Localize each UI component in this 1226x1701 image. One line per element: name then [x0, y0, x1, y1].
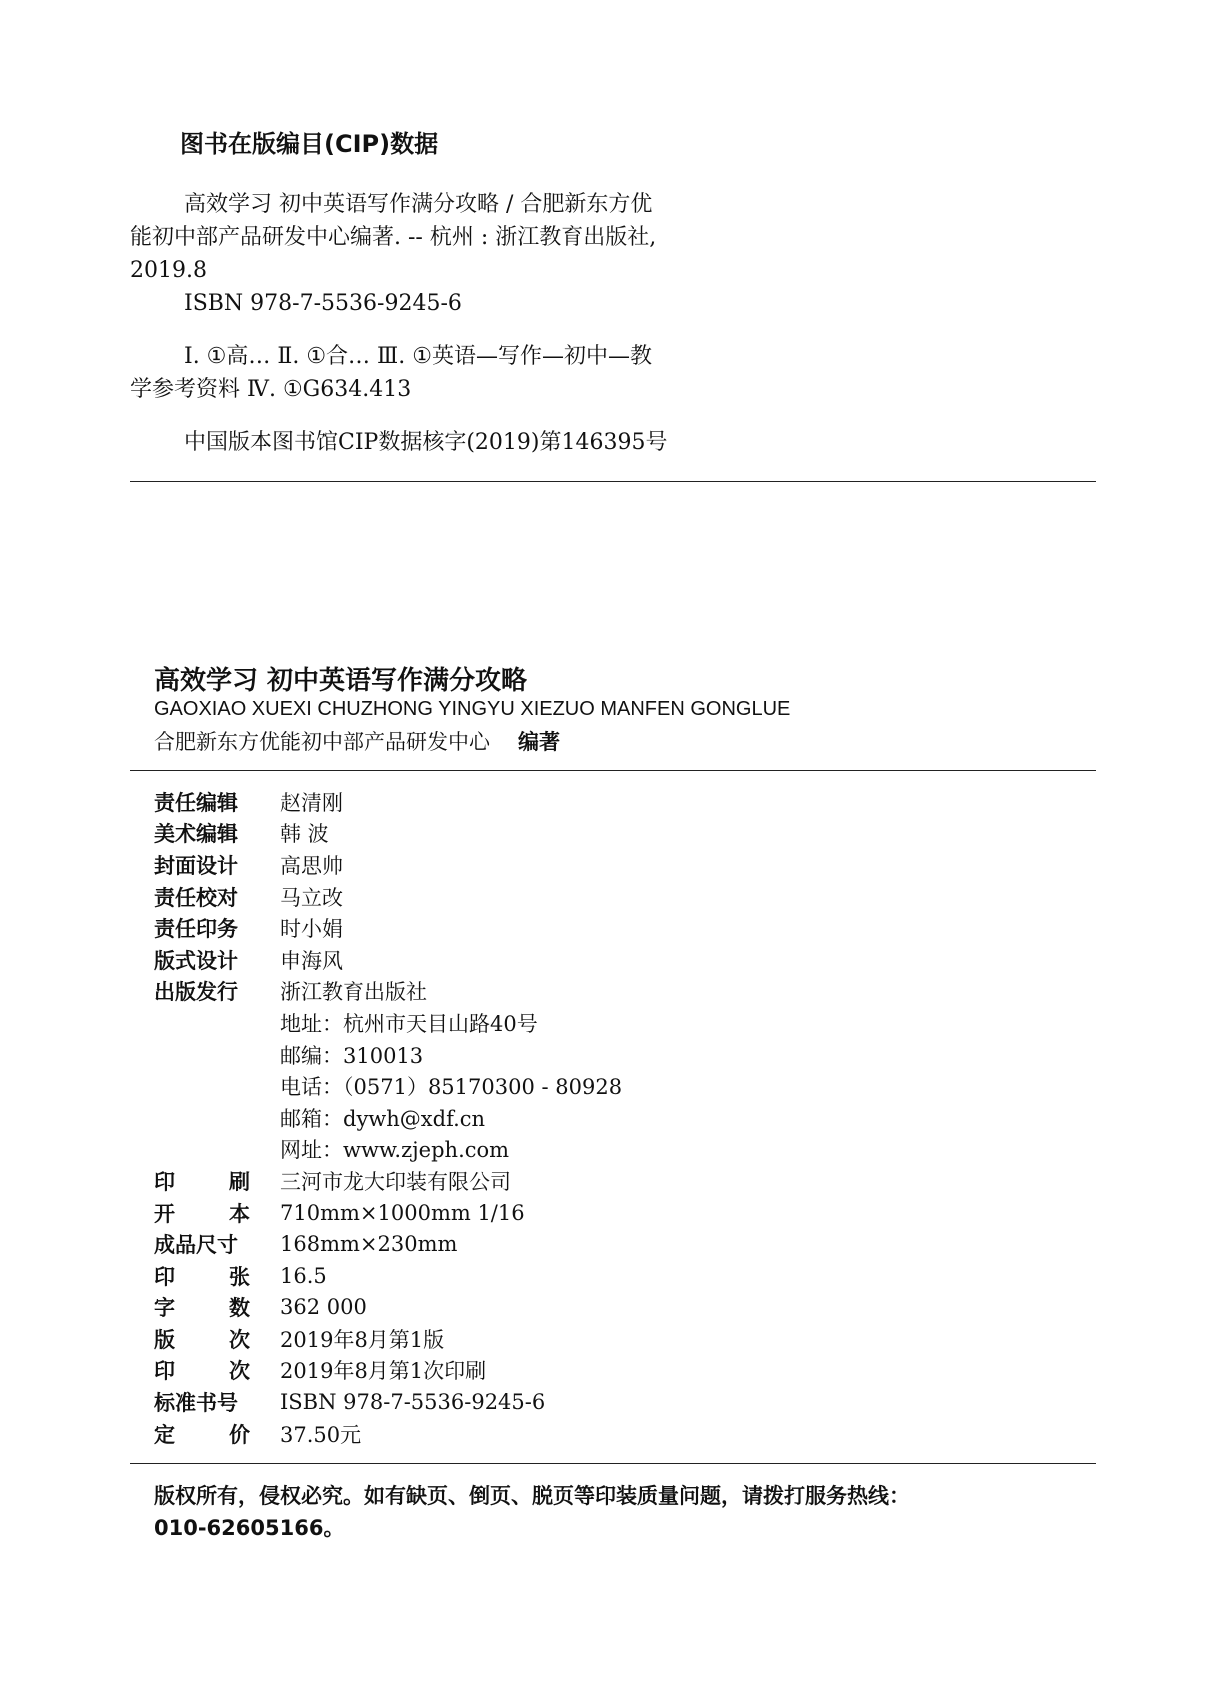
- info-value: ISBN 978-7-5536-9245-6: [280, 1390, 546, 1415]
- info-row: [154, 1197, 1054, 1229]
- divider: [130, 770, 1096, 771]
- info-label: 印 次: [154, 1359, 250, 1384]
- info-label: 责任校对: [154, 885, 238, 910]
- info-label: 出版发行: [154, 980, 238, 1005]
- info-row: [154, 1418, 1054, 1450]
- info-value: 韩 波: [280, 822, 329, 847]
- info-label: 成品尺寸: [154, 1233, 238, 1258]
- info-row: [154, 1102, 1054, 1134]
- info-row: [154, 1355, 1054, 1387]
- cip-line: 能初中部产品研发中心编著. -- 杭州 : 浙江教育出版社,: [130, 225, 657, 250]
- cip-line: 学参考资料 Ⅳ. ①G634.413: [130, 377, 412, 402]
- info-row: [154, 976, 1054, 1008]
- info-row: [154, 881, 1054, 913]
- info-row: [154, 1070, 1054, 1102]
- info-value: 362 000: [280, 1295, 367, 1320]
- info-value: 高思帅: [280, 853, 343, 878]
- publisher-postcode: 邮编：310013: [280, 1043, 424, 1068]
- info-row: [154, 1134, 1054, 1166]
- info-row: [154, 1007, 1054, 1039]
- info-value: 赵清刚: [280, 790, 343, 815]
- info-value: 三河市龙大印装有限公司: [280, 1169, 511, 1194]
- info-label: 版式设计: [154, 948, 238, 973]
- info-label: 责任编辑: [154, 790, 238, 815]
- info-label: 美术编辑: [154, 822, 238, 847]
- info-value: 37.50元: [280, 1422, 362, 1447]
- cip-line: 高效学习 初中英语写作满分攻略 / 合肥新东方优: [184, 192, 653, 217]
- info-row: [154, 1386, 1054, 1418]
- info-label: 印 张: [154, 1264, 250, 1289]
- publisher-phone: 电话：（0571）85170300 - 80928: [280, 1075, 623, 1100]
- info-label: 字 数: [154, 1296, 250, 1321]
- cip-isbn-line: ISBN 978-7-5536-9245-6: [184, 291, 462, 316]
- divider: [130, 1463, 1096, 1464]
- copyright-notice: [154, 1480, 910, 1544]
- info-row: [154, 1165, 1054, 1197]
- info-value: 710mm×1000mm 1/16: [280, 1200, 525, 1225]
- info-label: 标准书号: [154, 1391, 238, 1416]
- info-label: 开 本: [154, 1201, 250, 1226]
- info-row: [154, 912, 1054, 944]
- info-row: [154, 1228, 1054, 1260]
- info-row: [154, 1260, 1054, 1292]
- cip-line: 2019.8: [130, 258, 207, 283]
- info-label: 责任印务: [154, 917, 238, 942]
- publisher-website: 网址：www.zjeph.com: [280, 1138, 510, 1163]
- info-row: [154, 1292, 1054, 1324]
- cip-registration-line: 中国版本图书馆CIP数据核字(2019)第146395号: [184, 430, 668, 455]
- cip-heading: 图书在版编目(CIP)数据: [180, 130, 439, 158]
- info-label: 封面设计: [154, 853, 238, 878]
- info-row: [154, 1323, 1054, 1355]
- publication-info: [154, 786, 1054, 1449]
- info-value: 申海风: [280, 948, 343, 973]
- info-label: 印 刷: [154, 1169, 250, 1194]
- info-label: 版 次: [154, 1327, 250, 1352]
- author-role: 编著: [518, 730, 560, 754]
- info-value: 2019年8月第1次印刷: [280, 1359, 487, 1384]
- copyright-line: 版权所有，侵权必究。如有缺页、倒页、脱页等印装质量问题，请拨打服务热线：: [154, 1484, 910, 1508]
- info-value: 马立改: [280, 885, 343, 910]
- service-hotline: 010-62605166。: [154, 1516, 345, 1540]
- info-value: 时小娟: [280, 917, 343, 942]
- divider: [130, 481, 1096, 482]
- info-row: [154, 818, 1054, 850]
- publisher-address: 地址：杭州市天目山路40号: [280, 1011, 538, 1036]
- publisher-email: 邮箱：dywh@xdf.cn: [280, 1106, 486, 1131]
- info-value: 16.5: [280, 1263, 327, 1288]
- info-row: [154, 849, 1054, 881]
- cip-line: Ⅰ. ①高… Ⅱ. ①合… Ⅲ. ①英语—写作—初中—教: [184, 344, 652, 369]
- book-pinyin-title: GAOXIAO XUEXI CHUZHONG YINGYU XIEZUO MANFEN GONGLUE: [154, 698, 791, 720]
- book-title: 高效学习 初中英语写作满分攻略: [154, 666, 528, 696]
- author-name: 合肥新东方优能初中部产品研发中心: [154, 730, 490, 754]
- info-row: [154, 1039, 1054, 1071]
- cip-record: [130, 188, 1090, 459]
- info-row: [154, 944, 1054, 976]
- info-row: [154, 786, 1054, 818]
- info-label: 定 价: [154, 1422, 250, 1447]
- info-value: 168mm×230mm: [280, 1232, 458, 1257]
- info-value: 浙江教育出版社: [280, 980, 427, 1005]
- info-value: 2019年8月第1版: [280, 1327, 445, 1352]
- book-author: [154, 726, 560, 756]
